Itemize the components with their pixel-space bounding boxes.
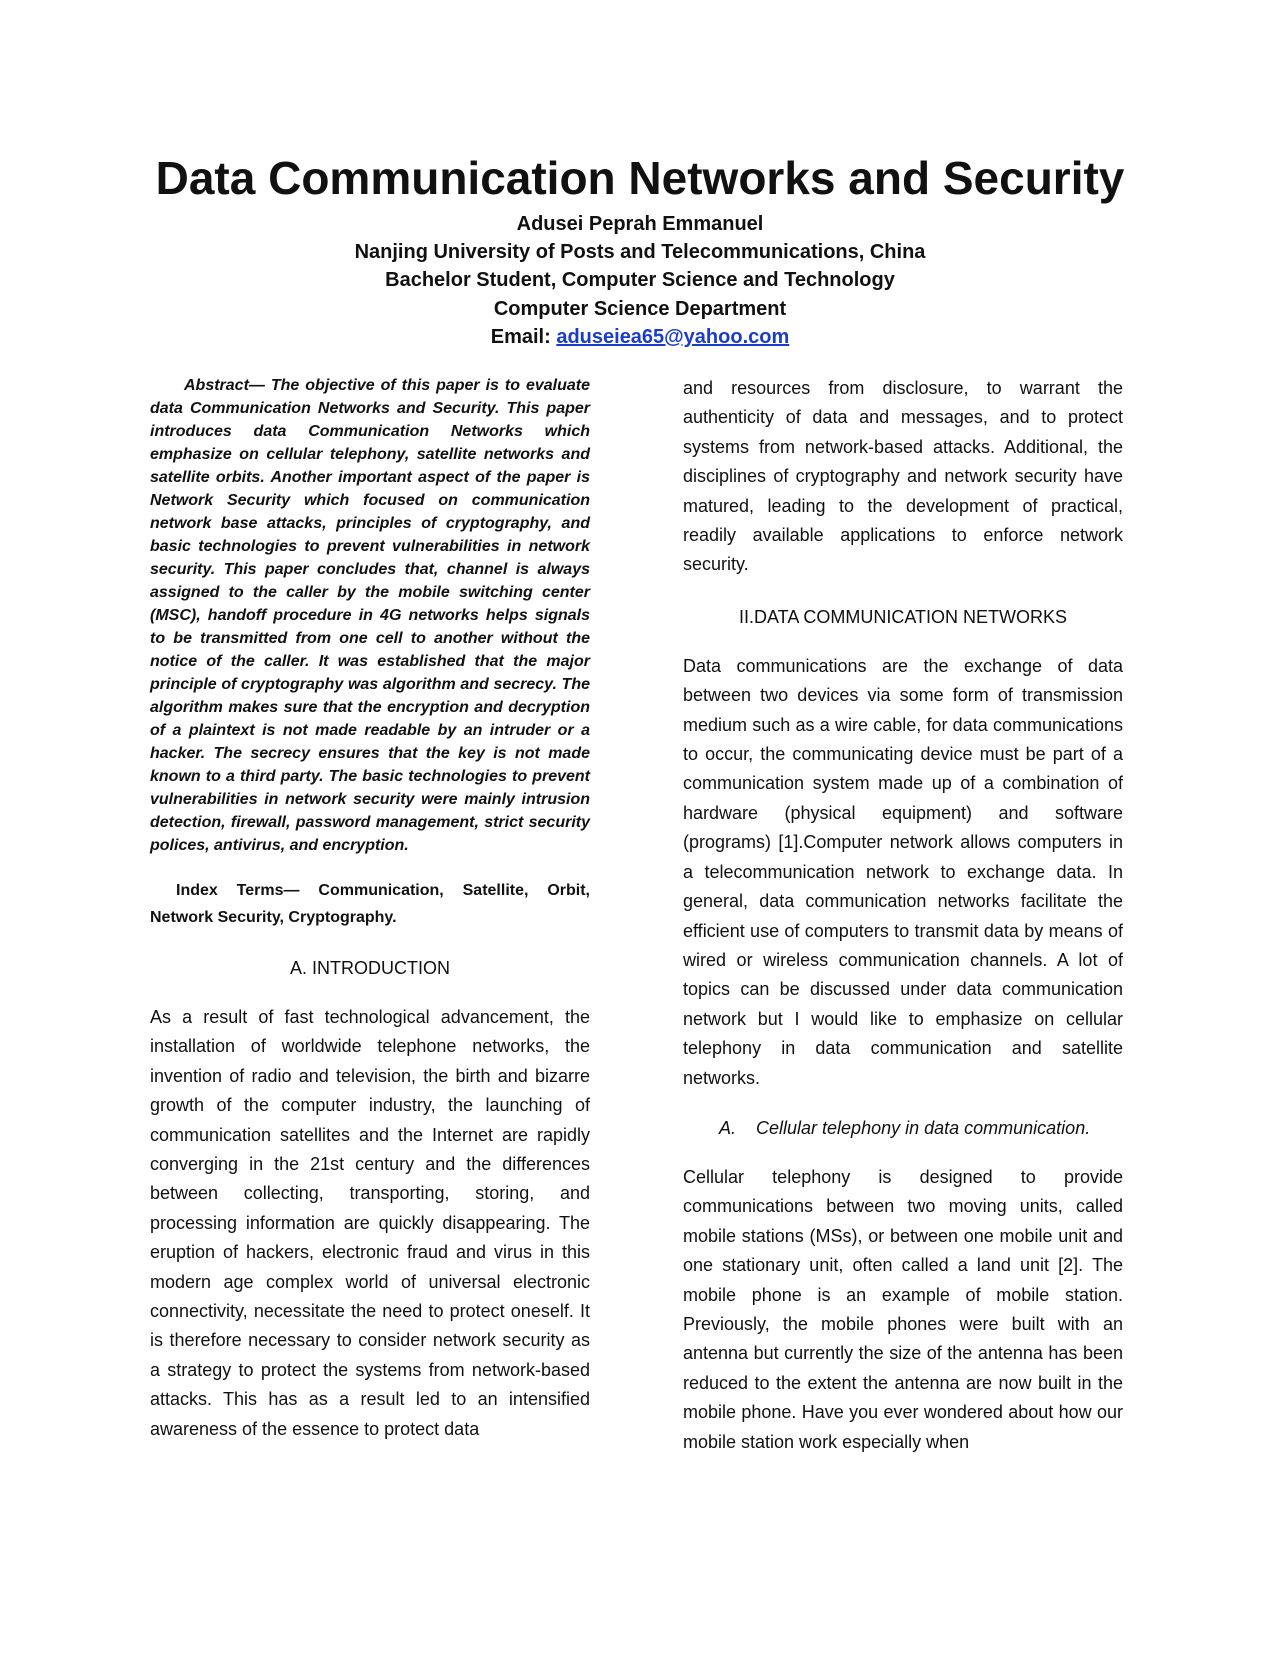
- introduction-continued-paragraph: and resources from disclosure, to warrant the authenticity of data and messages, and to protect systems from network-based attacks. Additional, the disciplines of cryptography and network security have matured, leading to the development of practical, readily available applications to enforce network security.: [683, 378, 1123, 575]
- abstract-text: The objective of this paper is to evaluate data Communication Networks and Security. This paper introduces data Communication Networks which emphasize on cellular telephony, satellite networks and satellite orbits. Another important aspect of the paper is Network Security which focused on communication network base attacks, principles of cryptography, and basic technologies to prevent vulnerabilities in network security. This paper concludes that, channel is always assigned to the caller by the mobile switching center (MSC), handoff procedure in 4G networks helps signals to be transmitted from one cell to another without the notice of the caller. It was established that the major principle of cryptography was algorithm and secrecy. The algorithm makes sure that the encryption and decryption of a plaintext is not made readable by an intruder or a hacker. The secrecy ensures that the key is not made known to a third party. The basic technologies to prevent vulnerabilities in network security were mainly intrusion detection, firewall, password management, strict security polices, antivirus, and encryption.: [150, 377, 590, 854]
- author-email-line: [0, 323, 1280, 351]
- right-column: [683, 374, 1123, 1457]
- index-terms: [150, 877, 590, 931]
- section-heading-introduction: A. INTRODUCTION: [290, 958, 450, 978]
- data-communication-paragraph: Data communications are the exchange of data between two devices via some form of transmission medium such as a wire cable, for data communications to occur, the communicating device must be part of a communication system made up of a combination of hardware (physical equipment) and software (programs) [1].Computer network allows computers in a telecommunication network to exchange data. In general, data communication networks facilitate the efficient use of computers to transmit data by means of wired or wireless communication channels. A lot of topics can be discussed under data communication network but I would like to emphasize on cellular telephony in data communication and satellite networks.: [683, 655, 1123, 1088]
- author-name: Adusei Peprah Emmanuel: [516, 213, 764, 235]
- email-link[interactable]: aduseiea65@yahoo.com: [556, 325, 790, 348]
- abstract-label: Abstract—: [184, 377, 265, 394]
- email-label: Email:: [490, 325, 551, 348]
- left-column: [150, 374, 590, 1444]
- author-block: [0, 210, 1280, 351]
- section-heading-data-communication-networks: II.DATA COMMUNICATION NETWORKS: [739, 606, 1067, 627]
- author-position: Bachelor Student, Computer Science and Technology: [385, 269, 895, 292]
- introduction-paragraph: As a result of fast technological advancement, the installation of worldwide telephone networks, the invention of radio and television, the birth and bizarre growth of the computer industry, the launching of communication satellites and the Internet are rapidly converging in the 21st century and the differences between collecting, transporting, storing, and processing information are quickly disappearing. The eruption of hackers, electronic fraud and virus in this modern age complex world of universal electronic connectivity, necessitate the need to protect oneself. It is therefore necessary to consider network security as a strategy to protect the systems from network-based attacks. This has as a result led to an intensified awareness of the essence to protect data: [150, 1007, 590, 1439]
- index-terms-text: Communication, Satellite, Orbit, Network Security, Cryptography.: [150, 882, 590, 926]
- subsection-letter: A.: [719, 1117, 737, 1138]
- abstract: [150, 374, 590, 857]
- author-affiliation: Nanjing University of Posts and Telecommunications, China: [354, 241, 926, 264]
- paper-title: Data Communication Networks and Security: [155, 152, 1125, 204]
- author-department: Computer Science Department: [493, 297, 787, 320]
- subsection-heading-cellular: [683, 1115, 1123, 1141]
- index-terms-label: Index Terms—: [176, 882, 300, 899]
- cellular-paragraph: Cellular telephony is designed to provide communications between two moving units, called mobile stations (MSs), or between one mobile unit and one stationary unit, often called a land unit [2]. The mobile phone is an example of mobile station. Previously, the mobile phones were built with an antenna but currently the size of the antenna has been reduced to the extent the antenna are now built in the mobile phone. Have you ever wondered about how our mobile station work especially when: [683, 1166, 1123, 1452]
- subsection-title: Cellular telephony in data communication.: [756, 1117, 1091, 1138]
